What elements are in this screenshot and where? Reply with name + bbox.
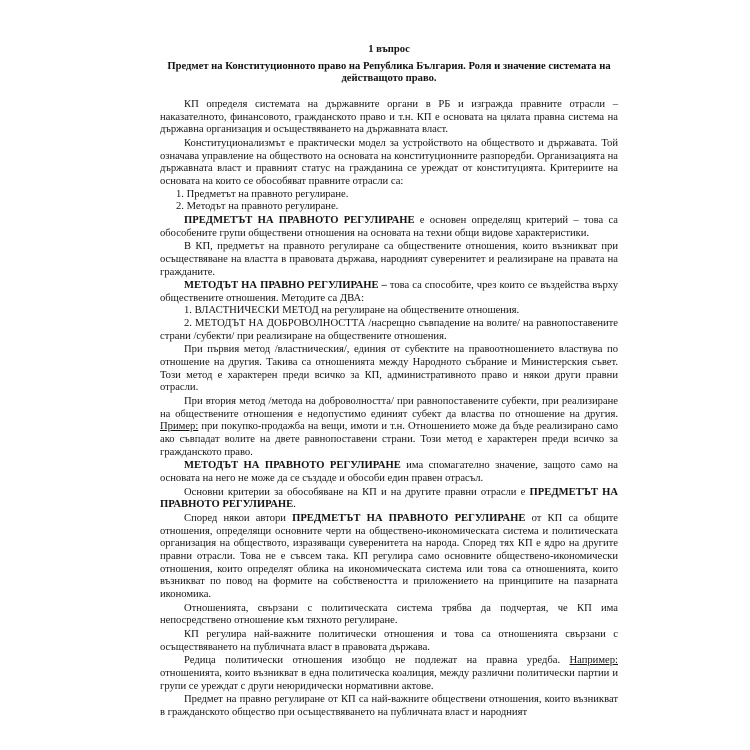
paragraph-2: Конституционализмът е практически модел за устройството на обществото и държавата. Той означава управление на обществото на основата на конституционните разпоредби. Организацията на държавната власт и правният статус на гражданина се уреждат от конституцията. Критериите на основата на които се обособяват правните отрасли са:: [160, 137, 618, 187]
paragraph-6: При първия метод /властническия/, единия от субектите на правоотношението властвува по отношение на другия. Такива са отношенията между Народното събрание и Министерския съвет. Този метод е характерен преди всичко за КП, административното право и някои други правни отрасли.: [160, 344, 618, 394]
paragraph-4: В КП, предметът на правното регулиране са обществените отношения, които възникват при осъществяване на властта в правовата държава, народният суверенитет и реализиране на правата на гражданите.: [160, 241, 618, 278]
method-item: 2. МЕТОДЪТ НА ДОБРОВОЛНОСТТА /насрещно съвпадение на волите/ на равнопоставените страни /субекти/ при реализиране на обществените отношения.: [160, 318, 618, 342]
bold-term: МЕТОДЪТ НА ПРАВНОТО РЕГУЛИРАНЕ: [184, 460, 401, 472]
paragraph-11: Отношенията, свързани с политическата система трябва да подчертая, че КП има непосредствено отношение към тяхното регулиране.: [160, 602, 618, 627]
list-item: 2. Методът на правното регулиране.: [176, 201, 339, 213]
document-title: Предмет на Конституционното право на Република България. Роля и значение системата на действащото право.: [167, 60, 611, 85]
paragraph-13: Редица политически отношения изобщо не подлежат на правна уредба. Например: отношенията, които възникват в една политическа коалиция, между различни политически партии и групи се уреждат с други неюридически нормативни актове.: [160, 655, 618, 692]
paragraph-14: Предмет на правно регулиране от КП са най-важните обществени отношения, които възникват в гражданското общество при осъществяването на публичната власт и народният: [160, 694, 618, 718]
paragraph-12: КП регулира най-важните политически отношения и това са отношенията свързани с осъществяването на публичната власт в правовата държава.: [160, 628, 618, 653]
document-page: [160, 44, 618, 719]
bold-term: ПРЕДМЕТЪТ НА ПРАВНОТО РЕГУЛИРАНЕ: [184, 214, 415, 226]
paragraph-10: Според някои автори ПРЕДМЕТЪТ НА ПРАВНОТО РЕГУЛИРАНЕ от КП са общите отношения, определящи основните черти на обществено-икономическата система и политическата организация на обществото, изразяващи суверенитета на народа. Според тях КП е ядро на другите правни отрасли. Това не е съвсем така. КП регулира само основните обществено-икономически отношения, които определят облика на икономическата система или това са отношенията, които възникват по повод на формите на собствеността и приложението на принципите на пазарната икономика.: [160, 512, 618, 600]
example-label: Пример:: [160, 421, 199, 433]
list-item: 1. Предметът на правното регулиране.: [176, 188, 349, 200]
method-item: 1. ВЛАСТНИЧЕСКИ МЕТОД на регулиране на обществените отношения.: [184, 305, 520, 317]
bold-term: ПРЕДМЕТЪТ НА ПРАВНОТО РЕГУЛИРАНЕ: [160, 486, 618, 511]
paragraph-5: МЕТОДЪТ НА ПРАВНО РЕГУЛИРАНЕ – това са способите, чрез които се въздейства върху обществените отношения. Методите са ДВА:: [160, 280, 618, 304]
bold-term: МЕТОДЪТ НА ПРАВНО РЕГУЛИРАНЕ –: [184, 280, 387, 292]
paragraph-8: МЕТОДЪТ НА ПРАВНОТО РЕГУЛИРАНЕ има спомагателно значение, защото само на основата на него не може да се създаде и обособи един правен отрасъл.: [160, 460, 619, 484]
bold-term: ПРЕДМЕТЪТ НА ПРАВНОТО РЕГУЛИРАНЕ: [292, 512, 526, 524]
paragraph-9: Основни критерии за обособяване на КП и на другите правни отрасли е ПРЕДМЕТЪТ НА ПРАВНОТО РЕГУЛИРАНЕ.: [160, 486, 618, 511]
paragraph-1: КП определя системата на държавните органи в РБ и изгражда правните отрасли – наказателното, финансовото, гражданското право и т.н. КП е основата на цялата правна система на държавна организация и осъществяването на държавната власт.: [160, 98, 618, 136]
paragraph-3: ПРЕДМЕТЪТ НА ПРАВНОТО РЕГУЛИРАНЕ е основен определящ критерий – това са обособените групи обществени отношения на основата на техни общи видове характеристики.: [160, 214, 618, 239]
paragraph-7: При втория метод /метода на доброволността/ при равнопоставените субекти, при реализиране на обществените отношения е недопустимо единият субект да властва по отношение на другия. Пример: при покупко-продажба на вещи, имоти и т.н. Отношението може да бъде реализирано само ако съвпадат волите на двете равнопоставени страни. Този метод е характерен преди всичко за гражданското право.: [160, 396, 618, 458]
example-label: Например:: [569, 655, 618, 667]
question-number: 1 въпрос: [368, 44, 410, 55]
